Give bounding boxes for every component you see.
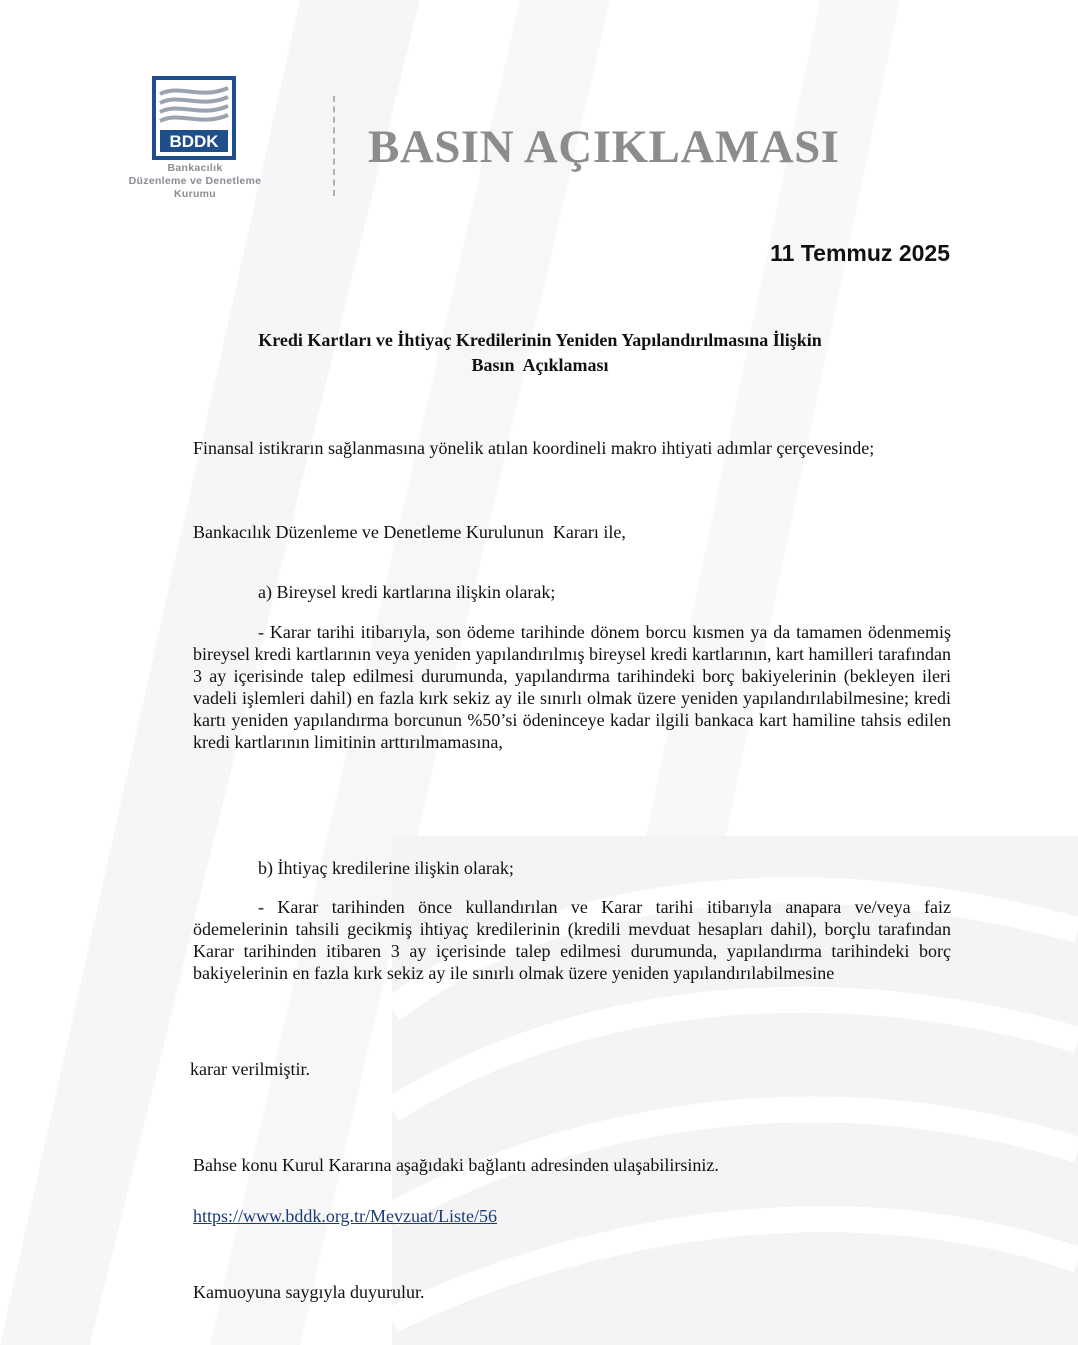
logo-institution-name <box>98 162 292 201</box>
header-divider <box>333 96 335 196</box>
logo-name-line-1: Bankacılık <box>167 162 223 174</box>
bddk-logo <box>98 76 292 201</box>
svg-text:BDDK: BDDK <box>169 132 219 151</box>
section-b-text: - Karar tarihinden önce kullandırılan ve Karar tarihi itibarıyla anapara ve/veya faiz ödemelerinin tahsili gecikmiş ihtiyaç kredilerinin (kredili mevduat hesapları dahil), borçlu tarafından Karar tarihinden itibaren 3 ay içerisinde talep edilmesi durumunda, yapılandırma tarihindeki borç bakiyelerinin en fazla kırk sekiz ay ile sınırlı olmak üzere yeniden yapılandırılabilmesine <box>193 897 951 983</box>
page-title: BASIN AÇIKLAMASI <box>368 121 840 173</box>
section-b-label: b) İhtiyaç kredilerine ilişkin olarak; <box>258 858 514 878</box>
section-a-text: - Karar tarihi itibarıyla, son ödeme tarihinde dönem borcu kısmen ya da tamamen ödenmemiş bireysel kredi kartlarının veya yeniden yapılandırılmış bireysel kredi kartlarının, kart hamilleri tarafından 3 ay içerisinde talep edilmesi durumunda, yapılandırma tarihindeki borç bakiyelerinin (bekleyen ileri vadeli işlemleri dahil) en fazla kırk sekiz ay ile sınırlı olmak üzere yeniden yapılandırılabilmesine; kredi kartı yeniden yapılandırma borcunun %50’si ödeninceye kadar ilgili bankaca kart hamiline tahsis edilen kredi kartlarının limitinin arttırılmamasına, <box>193 622 951 752</box>
bddk-logo-mark <box>152 76 236 160</box>
reference-text: Bahse konu Kurul Kararına aşağıdaki bağlantı adresinden ulaşabilirsiniz. <box>193 1155 719 1175</box>
logo-name-line-3: Kurumu <box>173 188 217 200</box>
regulation-link[interactable]: https://www.bddk.org.tr/Mevzuat/Liste/56 <box>193 1206 497 1226</box>
document-date: 11 Temmuz 2025 <box>770 240 950 266</box>
closing-line: Kamuoyuna saygıyla duyurulur. <box>193 1282 425 1302</box>
logo-name-line-2: Düzenleme ve Denetleme <box>128 175 262 187</box>
section-a-label: a) Bireysel kredi kartlarına ilişkin olarak; <box>258 582 556 602</box>
heading-line-2: Basın Açıklaması <box>471 355 609 375</box>
verdict-line: karar verilmiştir. <box>190 1059 310 1079</box>
heading-line-1: Kredi Kartları ve İhtiyaç Kredilerinin Yeniden Yapılandırılmasına İlişkin <box>258 330 822 350</box>
document-heading <box>130 328 950 378</box>
decision-line: Bankacılık Düzenleme ve Denetleme Kurulunun Kararı ile, <box>193 522 626 542</box>
intro-paragraph: Finansal istikrarın sağlanmasına yönelik atılan koordineli makro ihtiyati adımlar çerçevesinde; <box>193 438 875 458</box>
